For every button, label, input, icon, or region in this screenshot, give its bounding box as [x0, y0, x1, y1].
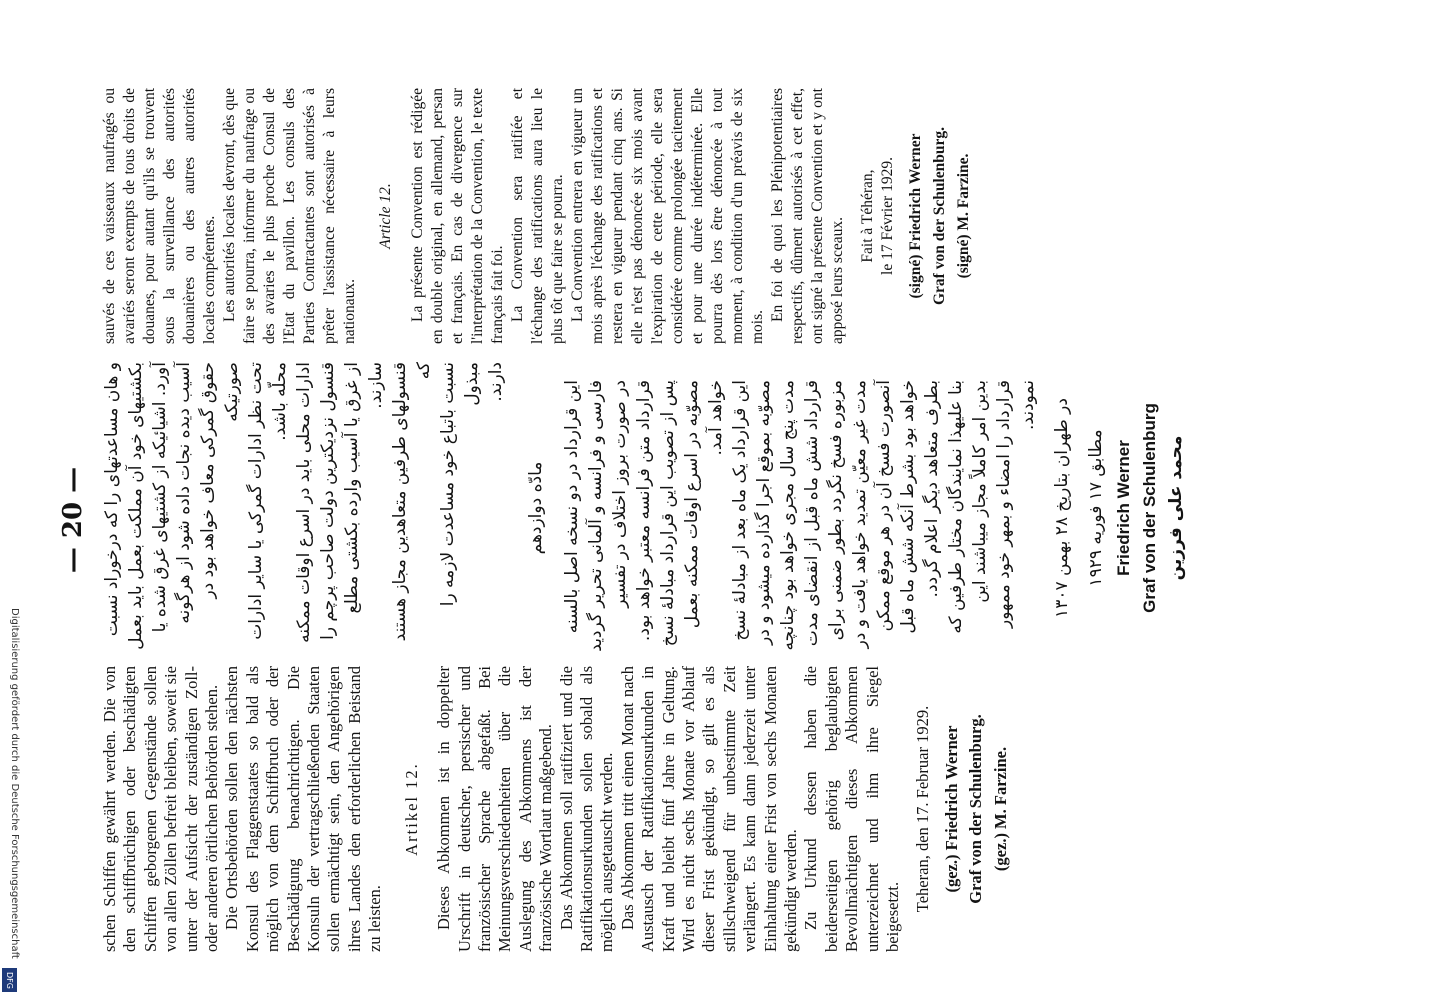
french-paragraph: La Convention entrera en vigueur un mois après l'échange des ratifications et restera en vigueur pendant cinq ans. Si elle n'est pas dénoncée six mois avant l'expiration de cette période, elle sera considérée comme prolongée tacitement et pour une durée indéterminée. Elle pourra dès lors être dénoncée à tout moment, à condition d'un préavis de six mois.: [569, 88, 766, 344]
persian-line: آورد. اشیائیکه از کشتیهای غرق شده یا: [150, 362, 170, 633]
persian-paragraph: این قرارداد در دو نسخه اصل بالسنه فارسی و فرانسه و آلمانی تحریر گردید در صورت بروز اختلاف در تفسیر قرارداد متن فرانسه معتبر خواهد بود.: [562, 380, 654, 652]
funding-note: Digitalisierung gefördert durch die Deutsche Forschungsgemeinschaft: [9, 608, 20, 959]
funding-sidebar: [2, 608, 20, 988]
document-page: [40, 40, 1434, 1000]
persian-signature: محمد علی فرزین: [1166, 435, 1186, 581]
persian-line: نسبت باتباع خود مساعدت لازمه را مبذول: [438, 362, 482, 607]
persian-line: محلّه باشد.: [270, 362, 290, 441]
german-paragraph: Zu Urkund dessen haben die beiderseitigen gehörig beglaubigten Bevollmächtigten dieses Abkommen unterzeichnet und ihm ihre Siegel beigesetzt.: [801, 666, 903, 952]
persian-line: ادارات محلی باید در اسرع اوقات ممکنه: [294, 362, 314, 643]
french-place: Fait à Téhéran,: [859, 169, 876, 263]
persian-signature: Friedrich Werner: [1114, 440, 1133, 576]
french-paragraph: La présente Convention est rédigée en double original, en allemand, persan et français. En cas de divergence sur l'interprétation de la Convention, le texte français fait foi.: [409, 88, 506, 344]
page-number: — 20 —: [58, 466, 88, 574]
german-column: [100, 666, 1015, 952]
french-date: le 17 Février 1929.: [879, 157, 896, 275]
german-article-heading: Artikel 12.: [401, 762, 421, 856]
french-paragraph: En foi de quoi les Plénipotentiaires respectifs, dûment autorisés à cet effet, ont signé la présente Convention et y ont apposé leurs sceaux.: [769, 88, 846, 344]
french-column: [100, 88, 978, 344]
persian-line: بکشتیهای خود آن مملکت بعمل باید بعمل: [126, 362, 146, 650]
persian-column: [100, 362, 1190, 654]
persian-paragraph: پس از تصویب این قرارداد مبادلهٔ نسخ مصوّبه در اسرع اوقات ممکنه بعمل خواهد آمد.: [658, 380, 726, 647]
persian-line: از غرق یا آسیب وارده بکشتی مطلع سازند.: [342, 362, 386, 614]
persian-line: و هان مساعدتهای را که درخوراد نسبت: [102, 362, 122, 637]
french-signature: Graf von der Schulenburg.: [931, 127, 948, 305]
french-paragraph: La Convention sera ratifiée et l'échange des ratifications aura lieu le plus tôt que faire se pourra.: [509, 88, 566, 344]
french-signature: (signé) Friedrich Werner: [907, 133, 924, 299]
persian-line: تحت نظر ادارات گمرکی یا سایر ادارات: [246, 362, 266, 640]
persian-line: آسیب دیده نجات داده شود از هرگونه: [174, 362, 194, 624]
german-signature: Graf von der Schulenburg.: [966, 714, 986, 904]
persian-line: قنسول نزدیکترین دولت صاحب پرچم را: [318, 362, 338, 640]
german-paragraph: Das Abkommen soll ratifiziert und die Ratifikationsurkunden sollen sobald als möglich ausgetauscht werden.: [556, 666, 617, 952]
persian-paragraph: بنا علیهذا نمایندگان مختار طرفین که بدین امر کاملاً مجاز میباشند این قرارداد را امضاء و بمهر خود ممهور نمودند.: [946, 380, 1038, 634]
persian-paragraph: این قرارداد یک ماه بعد از مبادلهٔ نسخ مصوّبه بموقع اجرا گذارده میشود و در مدت پنج سال مجری خواهد بود چنانچه قرارداد شش ماه قبل از انقضای مدت مزبوره فسخ نگردد بطور ضمنی برای مدت غیر معیّن تمدید خواهد یافت و در آنصورت فسخ آن در هر موقع ممکن خواهد بود بشرط آنکه شش ماه قبل بطرف متعاهد دیگر اعلام گردد.: [730, 380, 942, 651]
german-paragraph: Dieses Abkommen ist in doppelter Urschrift in deutscher, persischer und französischer Sprache abgefaßt. Bei Meinungsverschiedenheiten über die Auslegung des Abkommens ist der französische Wortlaut maßgebend.: [434, 666, 556, 952]
german-paragraph: Das Abkommen tritt einen Monat nach Austausch der Ratifikationsurkunden in Kraft und bleibt fünf Jahre in Geltung. Wird es nicht sechs Monate vor Ablauf dieser Frist gekündigt, so gilt es als stillschweigend für unbestimmte Zeit verlängert. Es kann dann jederzeit unter Einhaltung einer Frist von sechs Monaten gekündigt werden.: [617, 666, 800, 952]
german-signature: (gez.) M. Farzine.: [990, 746, 1010, 872]
dfg-logo: DFG: [2, 968, 17, 992]
persian-line: دارند.: [486, 362, 506, 402]
french-article-heading: Article 12.: [377, 183, 394, 249]
persian-date: در طهران بتاریخ ۲۸ بهمن ۱۳۰۷: [1052, 398, 1072, 618]
persian-line: قنسولهای طرفین متعاهدین مجاز هستند که: [390, 362, 434, 642]
german-continuation: schen Schiffen gewährt werden. Die von den schiffbrüchigen oder beschädigten Schiffen geborgenen Gegenstände sollen von allen Zöllen befreit bleiben, soweit sie unter der Aufsicht der zuständigen Zoll- oder anderen örtlichen Behörden stehen.: [100, 666, 222, 952]
german-paragraph: Die Ortsbehörden sollen den nächsten Konsul des Flaggenstaates so bald als möglich von dem Schiffbruch oder der Beschädigung benachrichtigen. Die Konsuln der vertragschließenden Staaten sollen ermächtigt sein, den Angehörigen ihres Landes den erforderlichen Beistand zu leisten.: [222, 666, 385, 952]
french-signature: (signé) M. Farzine.: [955, 153, 972, 279]
persian-article-heading: مادّه دوازدهم: [526, 461, 546, 555]
persian-date: مطابق ۱۷ فوریه ۱۹۲۹: [1086, 429, 1106, 587]
german-place-date: Teheran, den 17. Februar 1929.: [913, 705, 933, 913]
persian-signature: Graf von der Schulenburg: [1140, 403, 1159, 613]
german-signature: (gez.) Friedrich Werner: [941, 725, 961, 893]
persian-line: حقوق گمرکی معاف خواهد بود در صورتیکه: [198, 362, 242, 599]
french-continuation: sauvés de ces vaisseaux naufragés ou avariés seront exempts de tous droits de douanes, pour autant qu'ils se trouvent sous la surveillance des autorités douanières ou des autres autorités locales compétentes.: [101, 88, 218, 344]
french-paragraph: Les autorités locales devront, dès que faire se pourra, informer du naufrage ou des avaries le plus proche Consul de l'Etat du pavillon. Les consuls des Parties Contractantes sont autorisés à prêter l'assistance nécessaire à leurs nationaux.: [221, 88, 358, 344]
